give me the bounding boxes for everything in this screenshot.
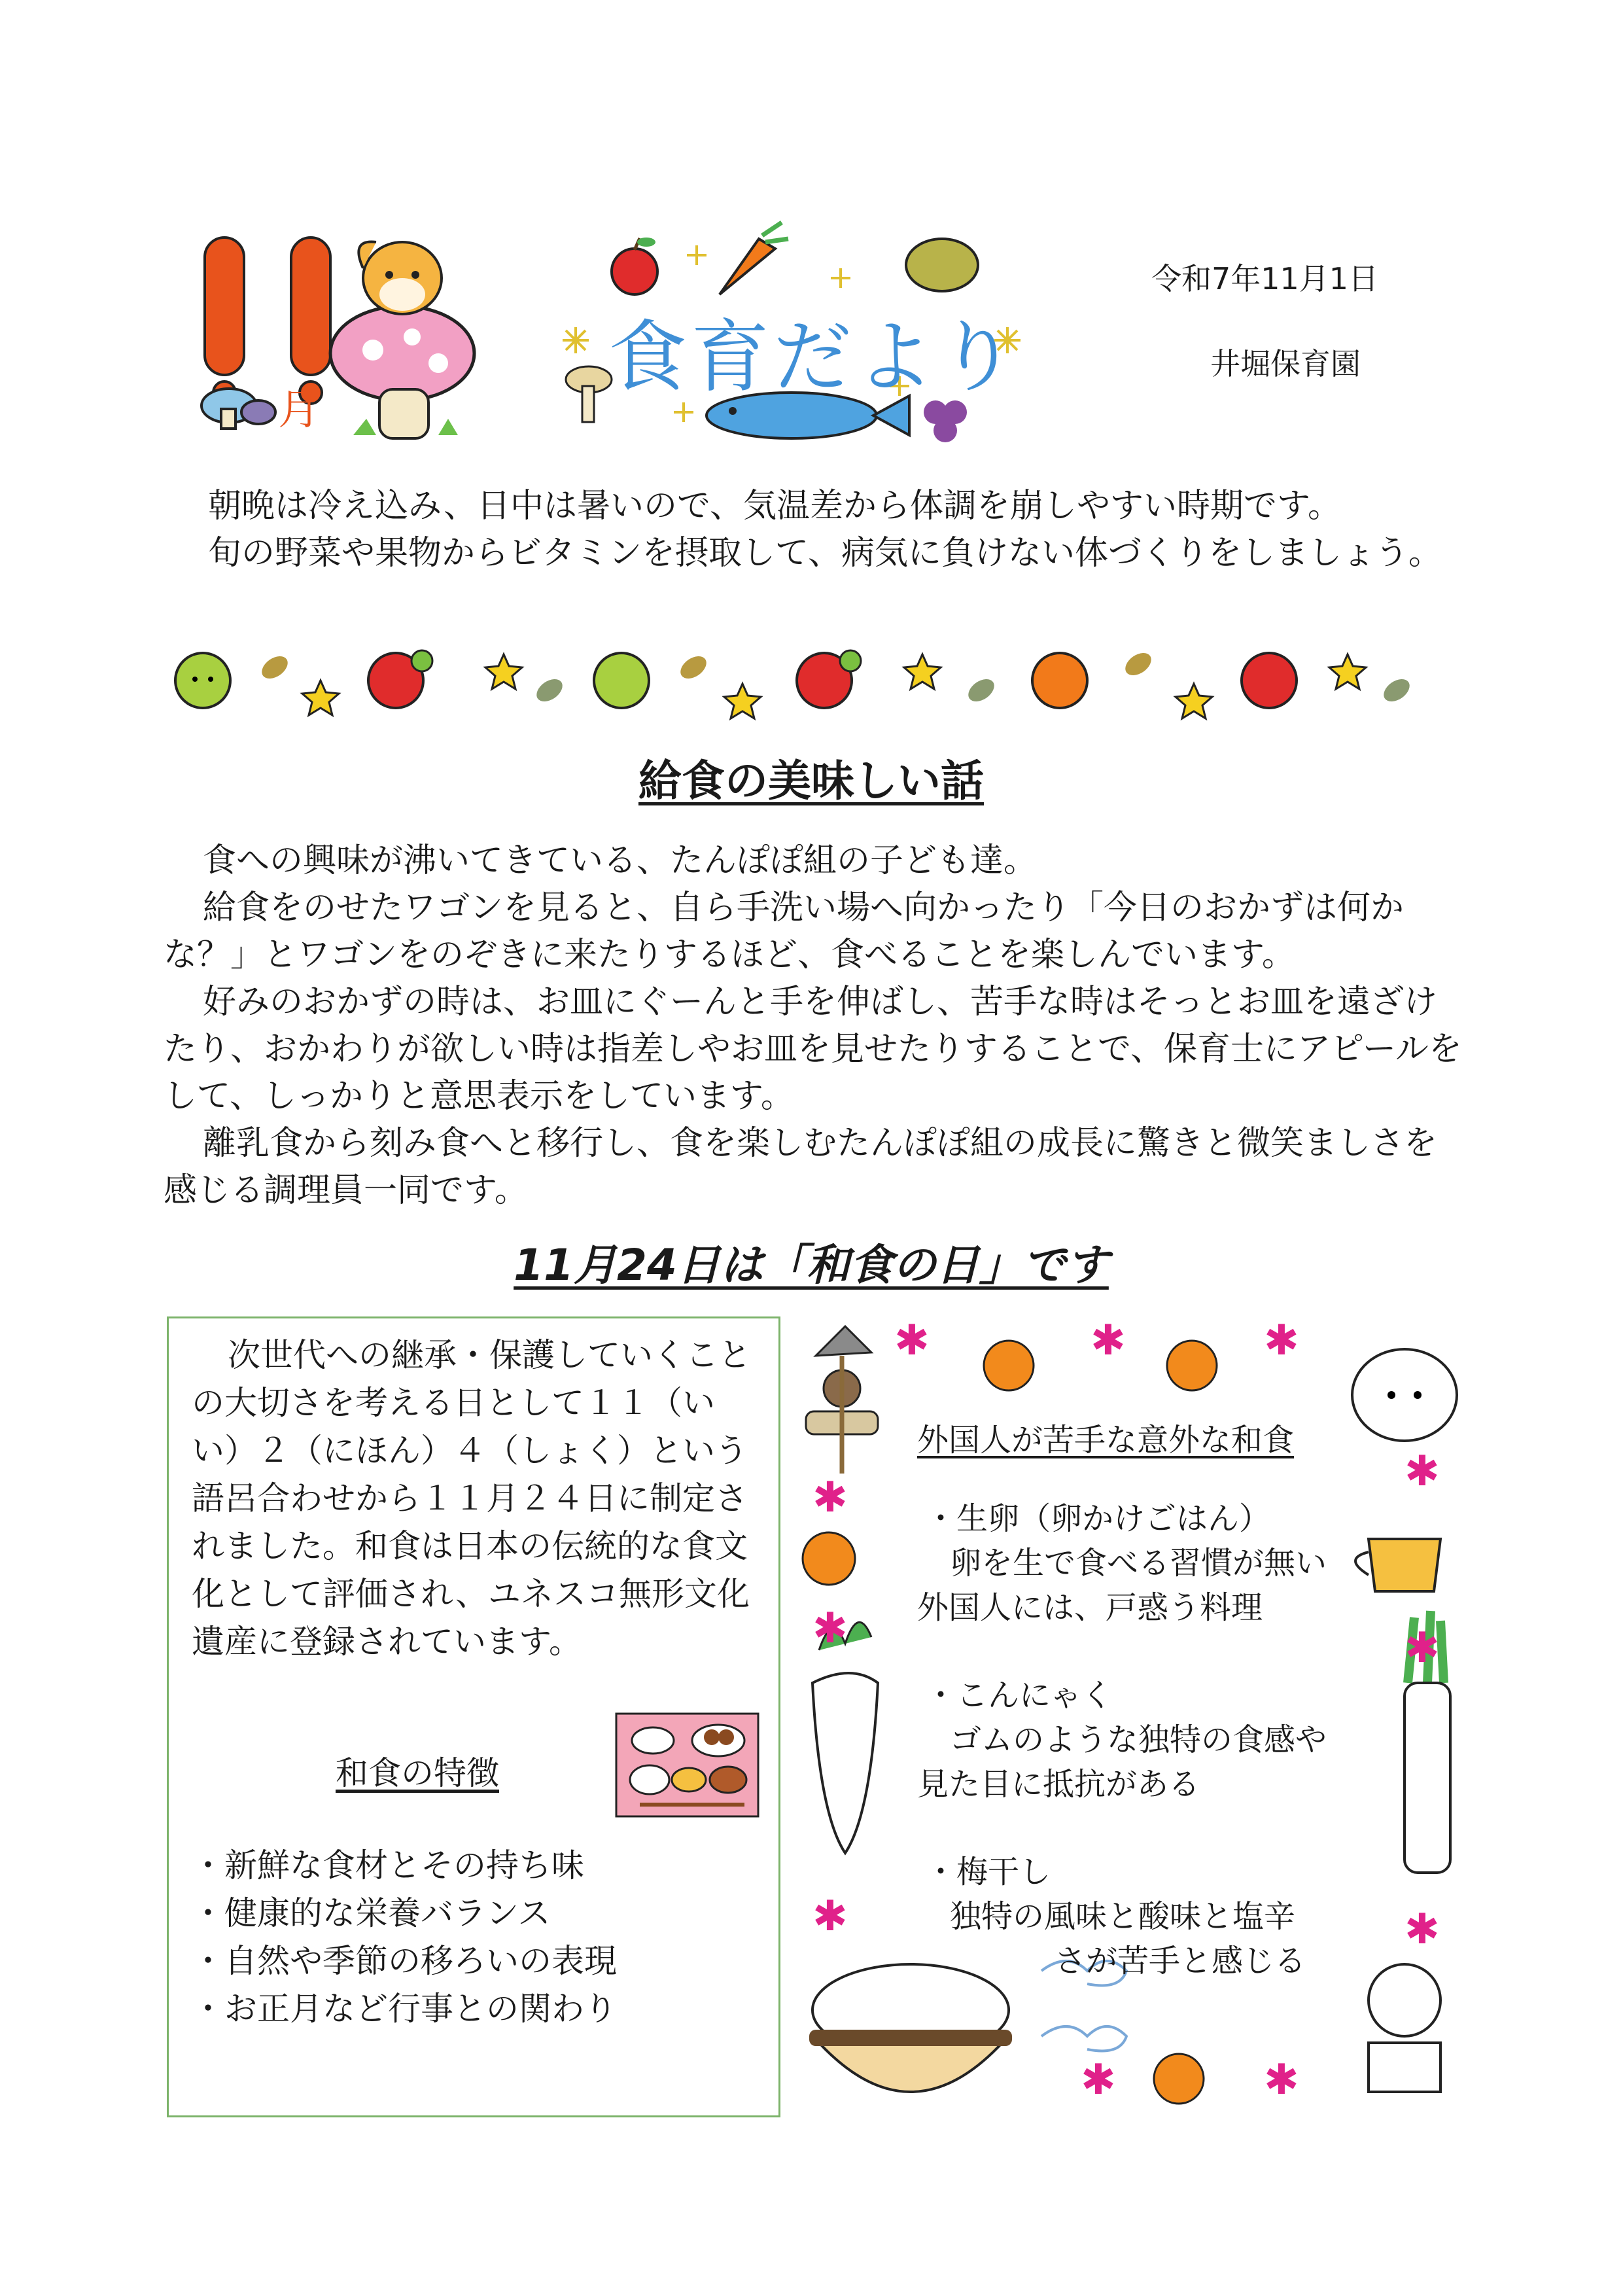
issue-date: 令和7年11月1日 <box>1151 261 1379 296</box>
hamster-mushroom-icon <box>177 222 478 445</box>
intro-line-1: 朝晩は冷え込み、日中は暑いので、気温差から体調を崩しやすい時期です。 <box>208 487 1341 525</box>
leaf-icon <box>258 652 292 683</box>
star-icon <box>904 654 941 689</box>
daikon-icon <box>812 1622 878 1853</box>
section1-paragraph: 給食をのせたワゴンを見ると、自ら手洗い場へ向かったり「今日のおかずは何かな？」とワゴンをのぞきに来たりするほど、食べることを楽しんでいます。 <box>164 889 1405 974</box>
star-icon: ✱ <box>1264 1316 1299 1365</box>
star-icon: ✱ <box>894 1316 930 1365</box>
fruit-border <box>164 628 1472 726</box>
apple-icon <box>612 238 657 294</box>
washoku-day-description: 次世代への継承・保護していくことの大切さを考える日として１１（いい）２（にほん）４（しょく）という語呂合わせから１１月２４日に制定されました。和食は日本の伝統的な食文化として評価され、ユネスコ無形文化遺産に登録されています。 <box>192 1336 751 1661</box>
star-icon: ✱ <box>1405 1447 1440 1496</box>
leaf-icon <box>1380 675 1414 706</box>
mikan-icon <box>984 1341 1034 1390</box>
star-icon: ✱ <box>1081 2056 1116 2104</box>
star-icon: ✱ <box>1405 1624 1440 1672</box>
section2-title: 11月24日は「和食の日」です <box>514 1240 1109 1290</box>
month-kanji: 月 <box>278 386 320 434</box>
tofu-character-icon <box>1369 1964 1440 2092</box>
star-icon: ✱ <box>812 1474 848 1522</box>
item-konnyaku: ・こんにゃく ゴムのような独特の食感や 見た目に抵抗がある <box>917 1677 1327 1803</box>
feature-item: ・自然や季節の移ろいの表現 <box>192 1942 617 1980</box>
dango-icon <box>806 1326 878 1474</box>
foreigners-washoku-box <box>793 1316 1473 2118</box>
feature-item: ・新鮮な食材とその持ち味 <box>192 1846 584 1884</box>
features-list <box>192 1842 617 2033</box>
star-icon: ✱ <box>812 1892 848 1941</box>
feature-item: ・お正月など行事との関わり <box>192 1990 617 2028</box>
leaf-icon <box>532 675 567 706</box>
star-icon <box>302 680 339 715</box>
star-icon: ✱ <box>1264 2056 1299 2104</box>
washoku-tray-icon <box>614 1711 761 1819</box>
features-title: 和食の特徴 <box>336 1754 499 1792</box>
star-icon: ✱ <box>1405 1905 1440 1954</box>
section1-body <box>164 838 1465 1214</box>
section1-paragraph: 好みのおかずの時は、お皿にぐーんと手を伸ばし、苦手な時はそっとお皿を遠ざけたり、おかわりが欲しい時は指差しやお皿を見せたりすることで、保育士にアピールをして、しっかりと意思表示をしています。 <box>164 983 1462 1116</box>
leaf-icon <box>1121 648 1155 680</box>
section1-title: 給食の美味しい話 <box>638 756 984 806</box>
foreigners-washoku-title: 外国人が苦手な意外な和食 <box>917 1422 1295 1458</box>
star-icon <box>724 684 761 718</box>
apple-icon <box>797 650 861 708</box>
nikuman-icon <box>1352 1349 1457 1441</box>
intro-line-2: 旬の野菜や果物からビタミンを摂取して、病気に負けない体づくりをしましょう。 <box>208 534 1442 573</box>
leaf-icon <box>964 675 998 706</box>
apple-icon <box>368 650 432 708</box>
star-icon: ✱ <box>1091 1316 1126 1365</box>
star-icon: ✱ <box>812 1604 848 1653</box>
star-icon <box>1329 654 1366 689</box>
mikan-icon <box>1154 2054 1204 2104</box>
star-icon <box>485 654 522 689</box>
section1-paragraph: 食への興味が沸いてきている、たんぽぽ組の子ども達。 <box>203 841 1038 880</box>
mushroom-small-icon <box>566 366 612 422</box>
item-umeboshi: ・梅干し 独特の風味と酸味と塩辛 さが苦手と感じる <box>925 1854 1306 1979</box>
apple-icon <box>175 653 230 708</box>
intro-text <box>169 483 1477 577</box>
star-icon <box>1176 684 1212 718</box>
apple-icon <box>1032 653 1087 708</box>
school-name: 井堀保育園 <box>1210 346 1361 381</box>
apple-icon <box>1242 653 1297 708</box>
feature-item: ・健康的な栄養バランス <box>192 1894 551 1932</box>
carrot-icon <box>720 222 788 294</box>
section1-paragraph: 離乳食から刻み食へと移行し、食を楽しむたんぽぽ組の成長に驚きと微笑ましさを感じる調理員一同です。 <box>164 1124 1438 1210</box>
washoku-day-box <box>167 1316 780 2117</box>
apple-icon <box>594 653 649 708</box>
item-raw-egg: ・生卵（卵かけごはん） 卵を生で食べる習慣が無い 外国人には、戸惑う料理 <box>917 1500 1327 1626</box>
nabe-icon <box>809 1964 1012 2092</box>
leaf-icon <box>676 652 710 683</box>
chestnut-icon <box>906 239 978 291</box>
mikan-icon <box>1167 1341 1217 1390</box>
header <box>190 216 1498 451</box>
mikan-icon <box>803 1532 855 1585</box>
newsletter-title: 食育だより <box>608 312 1021 403</box>
